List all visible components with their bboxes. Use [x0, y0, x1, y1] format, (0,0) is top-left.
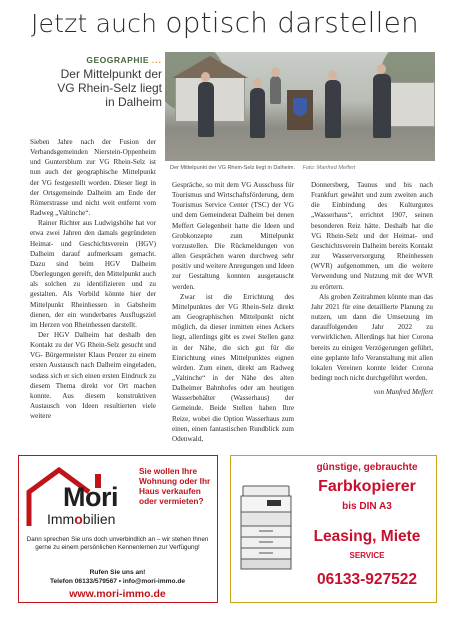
- article-header: [12, 55, 162, 109]
- paragraph: Sieben Jahre nach der Fusion der Verbandsgemeinden Nierstein-Oppenheim und Guntersblum zur VG Rhein-Selz ist nun auch der geographische Mittelpunkt der VG festgestellt worden. Dieser liegt in der Ortsgemeinde Dalheim am Ende der Römerstrasse und nicht weit entfernt vom Radweg „Valtinche“.: [30, 138, 156, 218]
- article-title-line: in Dalheim: [105, 95, 162, 109]
- ad-line-subtitle: günstige, gebrauchte: [316, 462, 418, 473]
- ad-line-format: bis DIN A3: [342, 501, 392, 512]
- article-title-line: VG Rhein-Selz liegt: [57, 81, 162, 95]
- ad-farbkopierer[interactable]: [230, 455, 437, 603]
- ad-body-text: Dann sprechen Sie uns doch unverbindlich an – wir stehen Ihnen gerne zu einem persönlichen Kennenlernen zur Verfügung!: [26, 536, 209, 552]
- paragraph: Gespräche, so mit dem VG Ausschuss für Tourismus und Wirtschaftsförderung, dem Tourismus Service Center (TSC) der VG und dem Gemeinderat Dalheim bei denen Meffert Gelegenheit hatte die Ideen und Grobkonzepte zum Mittelpunkt vorzustellen. Die Rückmeldungen von allen Gesprächen waren durchweg sehr positiv und weitere Anregungen und Ideen zur Gestaltung konnten ausgetauscht werden.: [172, 181, 294, 291]
- article-title: [12, 67, 162, 109]
- article-kicker: [12, 55, 162, 65]
- photo-credit: Foto: Manfred Meffert: [302, 165, 356, 171]
- ad-mori-immobilien[interactable]: [18, 455, 218, 603]
- copier-printer-icon: [237, 482, 295, 572]
- ad-line-service: SERVICE: [349, 551, 385, 560]
- logo-sub-text: Immobilien: [47, 511, 116, 527]
- caption-text: Der Mittelpunkt der VG Rhein-Selz liegt in Dalheim.: [170, 165, 296, 171]
- logo-main-text: Mori: [63, 482, 118, 512]
- ad-line-product: Farbkopierer: [318, 478, 416, 495]
- paragraph: Der HGV Dalheim hat deshalb den Kontakt zu der VG Rhein-Selz gesucht und VG- Bürgermeister Klaus Penzer zu einem ersten Austausch nach Dalheim eingeladen, sodass sich er sich einen ersten Eindruck zu diesem Thema direkt vor Ort machen konnte. Aus diesem konstruktiven Austausch von Ideen resultierten viele weitere: [30, 330, 156, 421]
- ad-call-to-action: Rufen Sie uns an!: [89, 569, 146, 576]
- article-author: von Manfred Meffert: [373, 388, 433, 397]
- paragraph: Rainer Richter aus Ludwigshöhe hat vor etwa zwei Jahren den damals gegründeten Heimat- und Geschichtsverein (HGV) Dalheim darauf aufmerksam gemacht. Dazu sind beim HGV Dalheim Überlegungen gereift, den Mittelpunkt auch als solchen zu identifizieren und zu gestalten. Als Vorbild könnte hier der Mittelpunkt Rheinhessen in Gabsheim dienen, der ein wunderbares Ausflugsziel im Herzen von Rheinhessen darstellt.: [30, 219, 156, 329]
- photo-caption: [170, 165, 355, 171]
- article-photo: [165, 52, 435, 161]
- paragraph: Als groben Zeitrahmen könnte man das Jahr 2021 für eine detaillierte Planung zu nutzen, um dann die Umsetzung im darauffolgenden Jahr 2022 zu verwirklichen. Allerdings hat hier Corona bereits zu einigen Verzögerungen geführt, eine geplante Info Veranstaltung mit allen lokalen Vereinen konnte leider Corona bedingt noch nicht durchgeführt werden.: [311, 292, 433, 382]
- kicker-label: GEOGRAPHIE: [86, 55, 150, 65]
- article-column-3: [311, 180, 433, 397]
- headline-small: Jetzt auch: [30, 9, 158, 38]
- ad-phone-number[interactable]: 06133-927522: [317, 571, 417, 588]
- article-title-line: Der Mittelpunkt der: [60, 67, 162, 81]
- kicker-dots: ...: [151, 55, 162, 65]
- paragraph: Donnersberg, Taunus und bis nach Frankfurt gewährt und zum zweiten auch die Einbindung des Kulturgutes „Wasserhaus“, errichtet 1907, seinen besonderen Reiz hätte. Deshalb hat die VG Rhein-Selz und der Heimat- und Geschichtsverein Dalheim bereits Kontakt zur Wasserversorgung Rheinhessen (WVR) aufgenommen, um die weitere Verwendung und Nutzung mit der WVR zu erörtern.: [311, 181, 433, 291]
- ad-line-offer: Leasing, Miete: [313, 528, 421, 545]
- ad-contact: [19, 568, 216, 586]
- ad-slogan: Sie wollen Ihre Wohnung oder Ihr Haus verkaufen oder vermieten?: [139, 466, 211, 506]
- headline-big: optisch darstellen: [165, 6, 419, 39]
- article-column-2: [172, 180, 294, 444]
- page-headline: [0, 6, 450, 39]
- paragraph: Zwar ist die Errichtung des Mittelpunktes der VG Rhein-Selz direkt am Geographischen Mittelpunkt nicht möglich, da dieser inmitten eines Ackers liegt, allerdings gibt es zwei Stellen ganz in der Nähe, die sich gut für die Einrichtung eines Mittelpunktes eignen würden. Zum einen, direkt am Radweg „Valtinche“ in der Nähe des alten Dalheimer Bahnhofes oder am heutigen Wasserbehälter (Wasserhaus) der Gemeinde. Beide Stellen haben Ihre Reize, wobei die Option Wasserhaus zum einen, einen fantastischen Rundblick zum Odenwald,: [172, 292, 294, 443]
- article-column-1: [30, 137, 156, 421]
- ad-website-link[interactable]: www.mori-immo.de: [69, 588, 166, 600]
- ad-contact-details: Telefon 06133/579567 • info@mori-immo.de: [49, 578, 186, 585]
